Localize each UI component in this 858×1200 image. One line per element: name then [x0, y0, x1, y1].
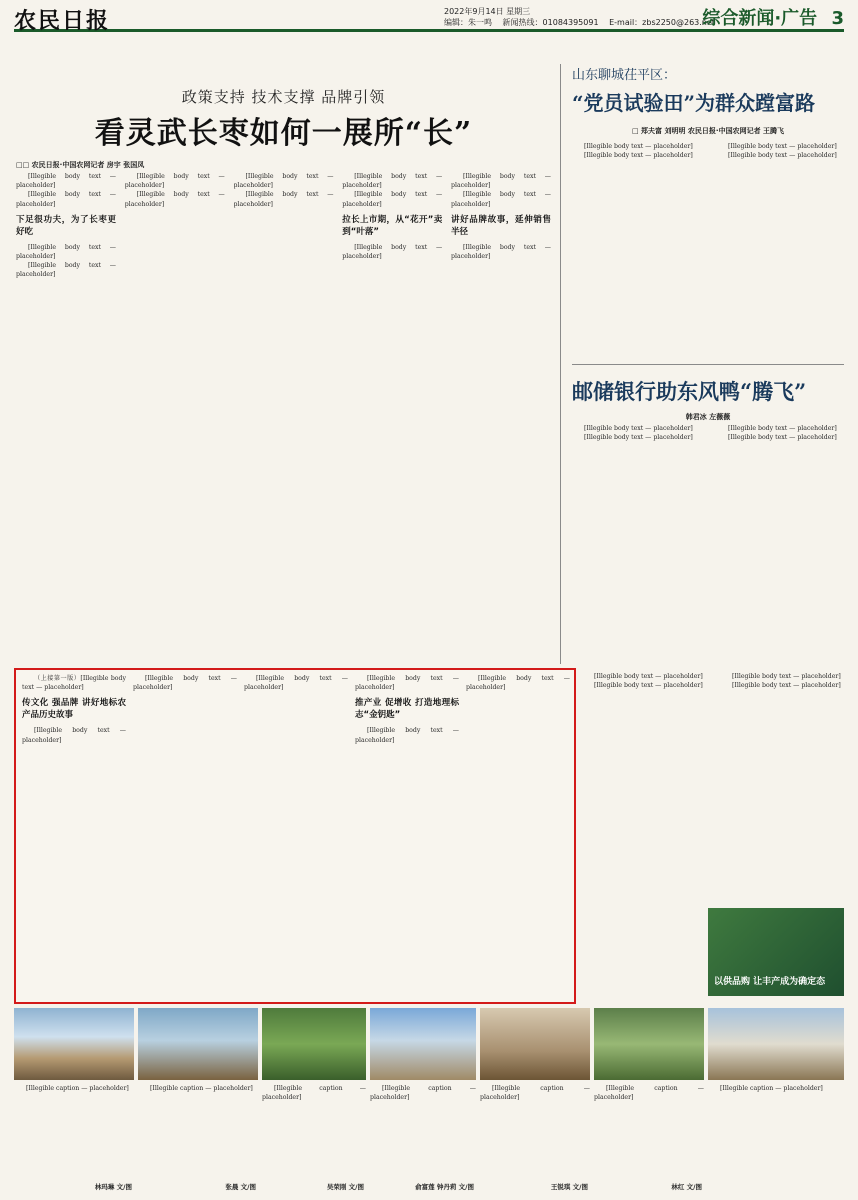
photo-caption — [480, 1084, 590, 1194]
right-headline: “党员试验田”为群众蹚富路 — [572, 91, 816, 115]
right-kicker: 山东聊城茌平区： — [572, 68, 677, 83]
photo-3 — [262, 1008, 366, 1080]
news-hotline: 新闻热线：01084395091 — [502, 18, 599, 27]
paragraph: [Illegible body text — placeholder] — [233, 191, 334, 208]
feature-headline: 看灵武长枣如何一展所“长” — [94, 116, 473, 151]
divider — [572, 364, 844, 365]
article-column — [125, 172, 225, 662]
article-column — [582, 672, 706, 1004]
subheading: 讲好品牌故事，延伸销售半径 — [451, 214, 551, 237]
photo-caption — [14, 1084, 134, 1194]
feature-kicker: 政策支持 技术支撑 品牌引领 — [181, 88, 386, 106]
subheading: 传文化 强品牌 讲好地标农产品历史故事 — [22, 698, 126, 721]
photo-caption — [262, 1084, 366, 1194]
paragraph: [Illegible body text — placeholder] — [16, 262, 116, 279]
section-title — [702, 4, 844, 30]
photo-6 — [594, 1008, 704, 1080]
photo-caption — [370, 1084, 476, 1194]
section-name: 综合新闻·广告 — [702, 8, 818, 29]
newspaper-logo: 农民日报 — [14, 8, 111, 34]
article-column — [716, 142, 844, 402]
article-column — [355, 674, 459, 1000]
subheading: 推产业 促增收 打造地理标志“金钥匙” — [355, 698, 459, 721]
paragraph: [Illegible body text — placeholder] — [466, 675, 570, 692]
subheading: 拉长上市期，从“花开”卖到“叶落” — [342, 214, 443, 237]
editor-credit: 编辑：朱一鸣 — [444, 18, 492, 27]
paragraph: （上接第一版）[Illegible body text — placeholder] — [22, 675, 126, 692]
paragraph: [Illegible body text — placeholder] — [16, 191, 116, 208]
paragraph: [Illegible body text — placeholder] — [451, 191, 551, 208]
caption-text: [Illegible caption — placeholder] — [150, 1085, 253, 1092]
article-column — [466, 674, 570, 1000]
paragraph: [Illegible body text — placeholder] — [355, 727, 459, 744]
paragraph: [Illegible body text — placeholder] — [732, 673, 841, 680]
paragraph: [Illegible body text — placeholder] — [728, 143, 837, 150]
photo-7 — [708, 1008, 844, 1080]
caption-credit: 吴荣刚 文/图 — [326, 1182, 364, 1191]
right-headline-2: 邮储银行助东风鸭“腾飞” — [572, 379, 807, 404]
feature-article — [16, 64, 551, 664]
paragraph: [Illegible body text — placeholder] — [584, 152, 693, 160]
caption-credit: 王锐琪 文/图 — [550, 1182, 588, 1191]
paragraph: [Illegible body text — placeholder] — [584, 143, 693, 150]
right-bottom-article — [582, 672, 844, 1004]
article-column — [244, 674, 348, 1000]
article-column — [133, 674, 237, 1000]
caption-credit: 林玛琳 文/图 — [94, 1182, 132, 1191]
article-column — [720, 672, 844, 904]
caption-text: [Illegible caption — placeholder] — [370, 1085, 476, 1102]
paragraph: [Illegible body text — placeholder] — [594, 673, 703, 680]
advertorial-box — [14, 668, 576, 1004]
paragraph: [Illegible body text — placeholder] — [451, 243, 551, 261]
feature-byline: □□ 农民日报·中国农网记者 房宇 张国凤 — [16, 161, 145, 169]
paragraph: [Illegible body text — placeholder] — [355, 675, 459, 692]
article-column — [234, 172, 334, 662]
paragraph: [Illegible body text — placeholder] — [133, 675, 237, 692]
caption-strip — [14, 1084, 844, 1194]
article-column — [572, 424, 700, 664]
paragraph: [Illegible body text — placeholder] — [342, 243, 443, 261]
paragraph: [Illegible body text — placeholder] — [584, 434, 693, 442]
divider — [560, 64, 561, 664]
masthead-meta — [444, 6, 723, 28]
paragraph: [Illegible body text — placeholder] — [124, 191, 225, 208]
caption-credit: 张晨 文/图 — [225, 1182, 256, 1191]
paragraph: [Illegible body text — placeholder] — [124, 173, 225, 190]
article-column — [716, 424, 844, 664]
article-column — [572, 142, 700, 402]
paragraph: [Illegible body text — placeholder] — [233, 173, 334, 190]
paragraph: [Illegible body text — placeholder] — [244, 675, 348, 692]
paragraph: [Illegible body text — placeholder] — [16, 173, 116, 190]
subheading: 下足很功夫，为了长枣更好吃 — [16, 214, 116, 237]
paragraph: [Illegible body text — placeholder] — [732, 682, 841, 690]
paragraph: [Illegible body text — placeholder] — [728, 425, 837, 432]
photo-caption — [708, 1084, 844, 1194]
photo-5 — [480, 1008, 590, 1080]
right-columns — [572, 142, 844, 402]
paragraph: [Illegible body text — placeholder] — [594, 682, 703, 690]
photo-strip — [14, 1008, 844, 1080]
caption-text: [Illegible caption — placeholder] — [480, 1085, 590, 1102]
article-column — [451, 172, 551, 662]
article-column — [342, 172, 442, 662]
article-column — [16, 172, 116, 662]
photo-caption — [138, 1084, 258, 1194]
right-columns-2 — [572, 424, 844, 664]
caption-text: [Illegible caption — placeholder] — [26, 1085, 129, 1092]
masthead — [14, 4, 844, 32]
page-number: 3 — [831, 8, 844, 29]
advertorial-columns — [22, 674, 570, 1000]
promo-image — [708, 908, 844, 996]
paragraph: [Illegible body text — placeholder] — [16, 243, 116, 261]
article-column — [22, 674, 126, 1000]
contact-email: E-mail：zbs2250@263.net — [609, 18, 715, 27]
promo-text: 以供品购 让丰产成为确定态 — [714, 977, 826, 987]
paragraph: [Illegible body text — placeholder] — [728, 152, 837, 160]
paragraph: [Illegible body text — placeholder] — [342, 173, 443, 190]
caption-text: [Illegible caption — placeholder] — [594, 1085, 704, 1102]
paragraph: [Illegible body text — placeholder] — [451, 173, 551, 190]
feature-columns — [16, 172, 551, 662]
paragraph: [Illegible body text — placeholder] — [584, 425, 693, 432]
caption-text: [Illegible caption — placeholder] — [720, 1085, 823, 1092]
paragraph: [Illegible body text — placeholder] — [342, 191, 443, 208]
photo-1 — [14, 1008, 134, 1080]
issue-date: 2022年9月14日 星期三 — [444, 7, 531, 16]
caption-text: [Illegible caption — placeholder] — [262, 1085, 366, 1102]
caption-credit: 林红 文/图 — [671, 1182, 702, 1191]
paragraph: [Illegible body text — placeholder] — [22, 727, 126, 744]
right-byline-2: 韩君冰 左薇薇 — [685, 413, 731, 421]
photo-caption — [594, 1084, 704, 1194]
photo-4 — [370, 1008, 476, 1080]
paragraph: [Illegible body text — placeholder] — [728, 434, 837, 442]
right-byline: □ 郑夫富 刘明明 农民日报·中国农网记者 王腾飞 — [631, 127, 785, 135]
photo-2 — [138, 1008, 258, 1080]
caption-credit: 俞富莲 钟丹莉 文/图 — [415, 1182, 474, 1191]
